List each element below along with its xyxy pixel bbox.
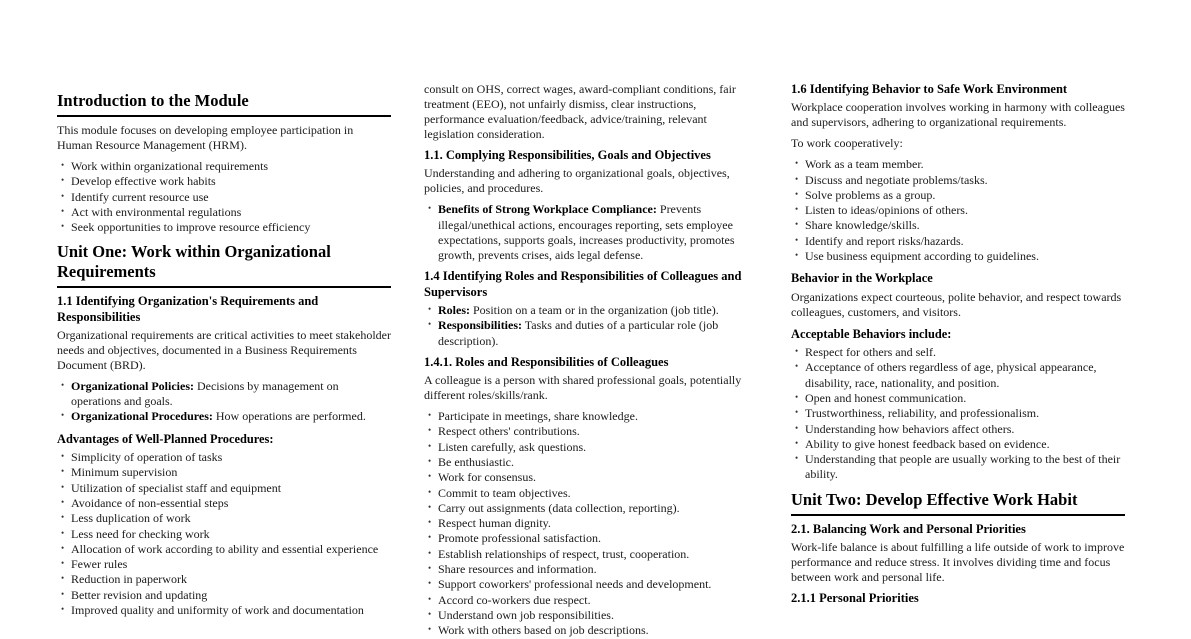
bullet-list xyxy=(791,345,1125,483)
list-item xyxy=(438,440,758,455)
list-item xyxy=(438,202,758,263)
list-item-text: Work for consensus. xyxy=(438,470,537,485)
list-item xyxy=(438,577,758,592)
list-item-text: Reduction in paperwork xyxy=(71,572,187,587)
list-item xyxy=(71,190,391,205)
list-item-text: Work as a team member. xyxy=(805,157,924,172)
list-item-text: Understanding that people are usually working to the best of their ability. xyxy=(805,452,1121,482)
list-item-text: Discuss and negotiate problems/tasks. xyxy=(805,172,988,187)
paragraph: Understanding and adhering to organizational goals, objectives, policies, and procedures. xyxy=(424,166,730,196)
column-1 xyxy=(57,80,391,626)
paragraph: Organizations expect courteous, polite behavior, and respect towards colleagues, customers, and visitors. xyxy=(791,289,1122,319)
list-item xyxy=(805,234,1125,249)
list-item-text: Identify and report risks/hazards. xyxy=(805,233,964,248)
list-item xyxy=(71,450,391,465)
list-item-text: Listen carefully, ask questions. xyxy=(438,439,587,454)
section-heading: Introduction to the Module xyxy=(57,91,391,117)
list-item xyxy=(805,406,1125,421)
list-item-text: Simplicity of operation of tasks xyxy=(71,450,223,465)
bullet-list xyxy=(57,159,391,235)
list-item-text: Accord co-workers due respect. xyxy=(438,592,591,607)
list-item xyxy=(71,572,391,587)
list-item-text: Be enthusiastic. xyxy=(438,454,514,469)
bullet-list xyxy=(791,157,1125,264)
list-item-text: Avoidance of non-essential steps xyxy=(71,496,229,510)
list-item xyxy=(438,455,758,470)
list-item-text: Seek opportunities to improve resource efficiency xyxy=(71,220,311,235)
paragraph: Organizational requirements are critical activities to meet stakeholder needs and objectives, documented in a Business Requirements Document (BRD). xyxy=(57,327,391,372)
list-item-text: Respect others' contributions. xyxy=(438,424,580,439)
list-item xyxy=(71,496,391,511)
list-item xyxy=(438,303,758,318)
list-item-text: Commit to team objectives. xyxy=(438,485,571,500)
list-item-text: Better revision and updating xyxy=(71,587,208,602)
paragraph: This module focuses on developing employee participation in Human Resource Management (HRM). xyxy=(57,122,354,152)
section-heading: Unit Two: Develop Effective Work Habit xyxy=(791,490,1125,516)
minor-heading: Advantages of Well-Planned Procedures: xyxy=(57,431,274,446)
list-item xyxy=(71,159,391,174)
list-item xyxy=(438,501,758,516)
list-item-text: Listen to ideas/opinions of others. xyxy=(805,203,968,218)
list-item-text: Respect for others and self. xyxy=(805,345,936,360)
list-item xyxy=(438,486,758,501)
list-item xyxy=(438,516,758,531)
list-item xyxy=(805,249,1125,264)
list-item-text: Work with others based on job descriptions. xyxy=(438,623,649,638)
list-item-text: Less need for checking work xyxy=(71,526,210,541)
list-item-text: Minimum supervision xyxy=(71,465,178,480)
sub-heading: 1.1 Identifying Organization's Requirements and Responsibilities xyxy=(57,294,319,324)
sub-heading: 1.1. Complying Responsibilities, Goals and Objectives xyxy=(424,148,711,162)
list-item xyxy=(438,470,758,485)
list-item xyxy=(805,360,1125,391)
list-item-text: Use business equipment according to guidelines. xyxy=(805,249,1039,264)
list-item xyxy=(805,188,1125,203)
list-item-text: Improved quality and uniformity of work and documentation xyxy=(71,603,364,618)
list-item-text: Position on a team or in the organization (job title). xyxy=(470,302,719,317)
list-item xyxy=(438,562,758,577)
list-item xyxy=(438,608,758,623)
list-item-bold-lead: Benefits of Strong Workplace Compliance: xyxy=(438,202,657,217)
list-item-text: Fewer rules xyxy=(71,557,128,572)
list-item-text: Promote professional satisfaction. xyxy=(438,531,601,546)
sub-heading: 2.1. Balancing Work and Personal Priorities xyxy=(791,521,1026,536)
list-item xyxy=(71,379,391,410)
paragraph: To work cooperatively: xyxy=(791,136,903,151)
list-item xyxy=(71,481,391,496)
list-item-text: Support coworkers' professional needs and development. xyxy=(438,577,712,592)
list-item xyxy=(438,409,758,424)
sub-heading: 1.6 Identifying Behavior to Safe Work Environment xyxy=(791,82,1068,96)
list-item-text: Carry out assignments (data collection, reporting). xyxy=(438,500,680,515)
section-heading: Unit One: Work within Organizational Requirements xyxy=(57,242,391,288)
list-item-text: Trustworthiness, reliability, and professionalism. xyxy=(805,406,1040,421)
list-item-text: Share resources and information. xyxy=(438,562,597,577)
list-item-bold-lead: Organizational Policies: xyxy=(71,378,194,393)
list-item xyxy=(438,547,758,562)
list-item-text: Tasks and duties of a particular role (job description). xyxy=(438,318,719,348)
list-item xyxy=(805,157,1125,172)
bullet-list xyxy=(57,450,391,618)
column-3 xyxy=(791,80,1125,626)
list-item-text: Understand own job responsibilities. xyxy=(438,607,614,622)
list-item-text: How operations are performed. xyxy=(212,409,366,424)
list-item-bold-lead: Responsibilities: xyxy=(438,318,523,333)
bullet-list xyxy=(57,379,391,425)
list-item-text: Identify current resource use xyxy=(71,189,209,204)
list-item xyxy=(438,424,758,439)
list-item-text: Solve problems as a group. xyxy=(805,187,936,202)
paragraph: consult on OHS, correct wages, award-compliant conditions, fair treatment (EEO), not unfairly dismiss, clear instructions, performance evaluation/feedback, advice/training, relevant legislation consideration. xyxy=(424,82,736,141)
list-item-text: Act with environmental regulations xyxy=(71,204,242,219)
list-item xyxy=(805,437,1125,452)
sub-heading: 1.4.1. Roles and Responsibilities of Colleagues xyxy=(424,354,669,369)
list-item-bold-lead: Organizational Procedures: xyxy=(71,409,213,424)
list-item xyxy=(805,391,1125,406)
bullet-list xyxy=(424,409,758,638)
list-item-text: Ability to give honest feedback based on evidence. xyxy=(805,436,1050,451)
list-item-bold-lead: Roles: xyxy=(438,302,470,317)
paragraph: Workplace cooperation involves working in harmony with colleagues and supervisors, adhering to organizational requirements. xyxy=(791,100,1125,130)
list-item-text: Acceptance of others regardless of age, physical appearance, disability, race, nationality, and position. xyxy=(805,360,1097,390)
list-item xyxy=(71,527,391,542)
list-item xyxy=(71,588,391,603)
list-item xyxy=(71,174,391,189)
list-item xyxy=(438,318,758,349)
list-item-text: Understanding how behaviors affect others. xyxy=(805,421,1015,436)
column-2 xyxy=(424,80,758,638)
list-item xyxy=(805,218,1125,233)
list-item-text: Allocation of work according to ability and essential experience xyxy=(71,541,379,556)
list-item xyxy=(71,511,391,526)
list-item xyxy=(71,603,391,618)
list-item xyxy=(438,593,758,608)
list-item xyxy=(438,531,758,546)
bullet-list xyxy=(424,303,758,349)
list-item xyxy=(805,345,1125,360)
list-item xyxy=(805,173,1125,188)
list-item-text: Decisions by management on operations and goals. xyxy=(71,378,339,409)
list-item xyxy=(71,205,391,220)
list-item-text: Develop effective work habits xyxy=(71,174,216,189)
sub-heading: 1.4 Identifying Roles and Responsibilities of Colleagues and Supervisors xyxy=(424,269,742,299)
list-item xyxy=(805,452,1125,483)
list-item xyxy=(71,465,391,480)
list-item xyxy=(71,557,391,572)
paragraph: A colleague is a person with shared professional goals, potentially different roles/skills/rank. xyxy=(424,373,742,403)
list-item-text: Prevents illegal/unethical actions, encourages reporting, sets employee expectations, supports goals, increases productivity, promotes growth, prevents crises, aids legal defense. xyxy=(438,202,735,263)
list-item-text: Establish relationships of respect, trust, cooperation. xyxy=(438,546,690,561)
list-item-text: Utilization of specialist staff and equipment xyxy=(71,480,282,495)
list-item-text: Participate in meetings, share knowledge. xyxy=(438,409,638,424)
minor-heading: Behavior in the Workplace xyxy=(791,271,933,286)
minor-heading: Acceptable Behaviors include: xyxy=(791,326,952,341)
list-item xyxy=(71,409,391,424)
bullet-list xyxy=(424,202,758,263)
list-item-text: Less duplication of work xyxy=(71,511,191,526)
list-item-text: Share knowledge/skills. xyxy=(805,218,920,233)
paragraph: Work-life balance is about fulfilling a life outside of work to improve performance and reduce stress. It involves dividing time and focus between work and personal life. xyxy=(791,539,1125,584)
sub-heading: 2.1.1 Personal Priorities xyxy=(791,590,919,605)
list-item-text: Respect human dignity. xyxy=(438,516,551,531)
list-item-text: Open and honest communication. xyxy=(805,390,967,405)
list-item xyxy=(71,542,391,557)
list-item xyxy=(805,422,1125,437)
list-item xyxy=(438,623,758,638)
list-item xyxy=(71,220,391,235)
list-item xyxy=(805,203,1125,218)
list-item-text: Work within organizational requirements xyxy=(71,158,269,173)
